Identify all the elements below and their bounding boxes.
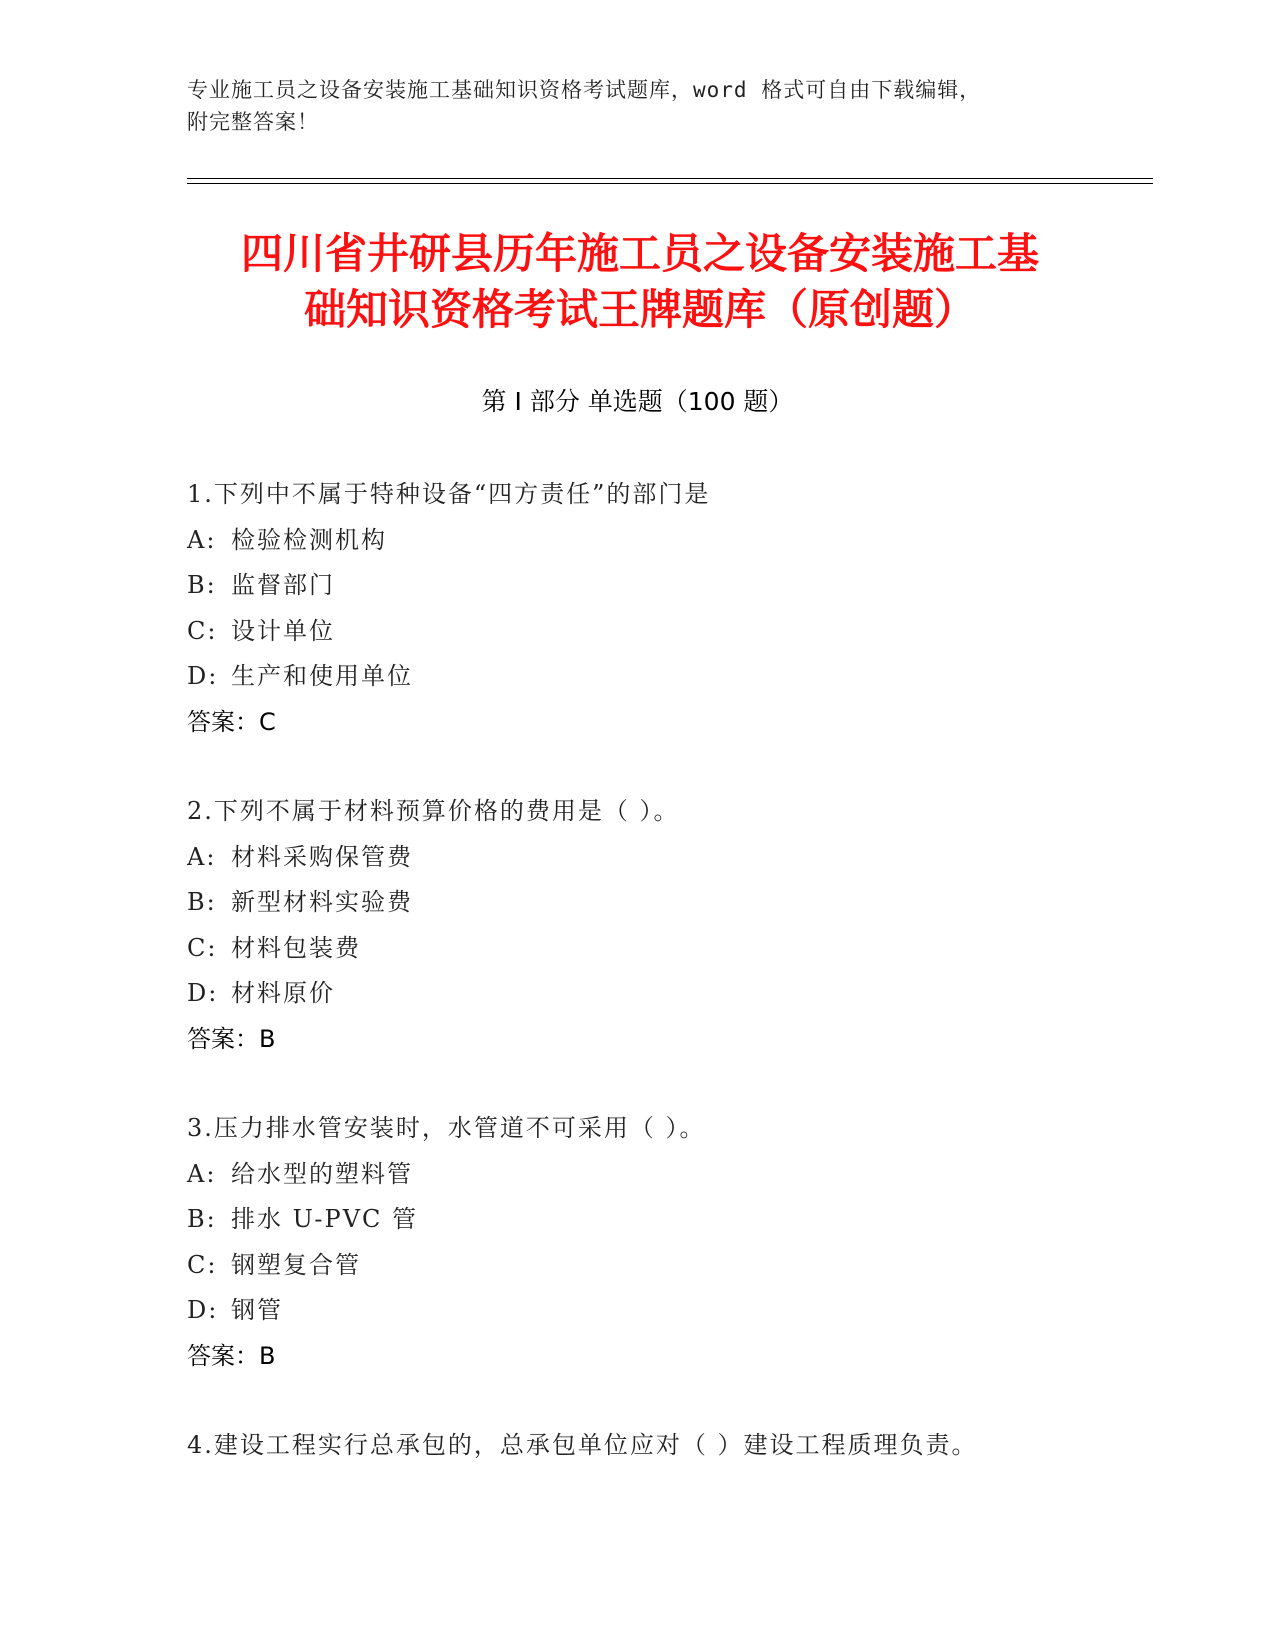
question-3 — [187, 1106, 1137, 1379]
answer-line: 答案：B — [187, 1341, 276, 1370]
option-text: 检验检测机构 — [231, 525, 387, 554]
option-letter: D: — [187, 662, 219, 690]
header-rule-bottom — [187, 183, 1153, 184]
option-letter: A: — [187, 1159, 217, 1188]
option-d — [187, 654, 1137, 700]
question-list — [187, 472, 1137, 1513]
answer-line: 答案：B — [187, 1024, 276, 1053]
option-letter: B: — [187, 888, 217, 916]
option-letter: D: — [187, 1296, 219, 1324]
option-text: 生产和使用单位 — [231, 662, 413, 690]
option-d — [187, 971, 1137, 1017]
question-stem: 3.压力排水管安装时，水管道不可采用（ ）。 — [187, 1114, 706, 1142]
option-text: 材料包装费 — [231, 933, 361, 962]
option-a — [187, 518, 1137, 564]
option-b — [187, 1197, 1137, 1243]
answer-line: 答案：C — [187, 707, 276, 736]
option-letter: D: — [187, 979, 219, 1007]
document-title-line-1: 四川省井研县历年施工员之设备安装施工基 — [240, 229, 1039, 278]
option-b — [187, 563, 1137, 609]
option-text: 新型材料实验费 — [231, 888, 413, 916]
option-letter: B: — [187, 571, 217, 599]
option-c — [187, 926, 1137, 972]
question-stem: 1.下列中不属于特种设备“四方责任”的部门是 — [187, 480, 711, 508]
header-rule-top — [187, 178, 1153, 179]
option-a — [187, 835, 1137, 881]
option-letter: C: — [187, 933, 218, 962]
option-text: 监督部门 — [231, 571, 335, 599]
question-1 — [187, 472, 1137, 745]
question-2 — [187, 789, 1137, 1062]
document-title — [190, 226, 1090, 338]
section-title: 第 I 部分 单选题（100 题） — [481, 387, 794, 416]
question-stem: 2.下列不属于材料预算价格的费用是（ ）。 — [187, 797, 680, 825]
option-a — [187, 1152, 1137, 1198]
header-note — [187, 74, 1087, 138]
option-letter: B: — [187, 1205, 217, 1233]
header-note-line-2: 附完整答案！ — [187, 110, 319, 134]
option-text: 钢塑复合管 — [231, 1250, 361, 1279]
option-text: 给水型的塑料管 — [231, 1159, 413, 1188]
question-4 — [187, 1423, 1137, 1469]
option-b — [187, 880, 1137, 926]
option-text: 排水 U-PVC 管 — [231, 1205, 419, 1233]
option-letter: A: — [187, 842, 217, 871]
option-c — [187, 609, 1137, 655]
document-title-line-2: 础知识资格考试王牌题库（原创题） — [303, 285, 976, 334]
option-text: 材料原价 — [231, 979, 335, 1007]
option-text: 钢管 — [231, 1296, 283, 1324]
question-stem: 4.建设工程实行总承包的，总承包单位应对（ ）建设工程质理负责。 — [187, 1431, 978, 1459]
option-c — [187, 1243, 1137, 1289]
option-letter: C: — [187, 616, 218, 645]
option-d — [187, 1288, 1137, 1334]
option-letter: C: — [187, 1250, 218, 1279]
option-text: 设计单位 — [231, 616, 335, 645]
header-note-line-1: 专业施工员之设备安装施工基础知识资格考试题库，word 格式可自由下载编辑， — [187, 78, 982, 102]
option-letter: A: — [187, 525, 217, 554]
option-text: 材料采购保管费 — [231, 842, 413, 871]
